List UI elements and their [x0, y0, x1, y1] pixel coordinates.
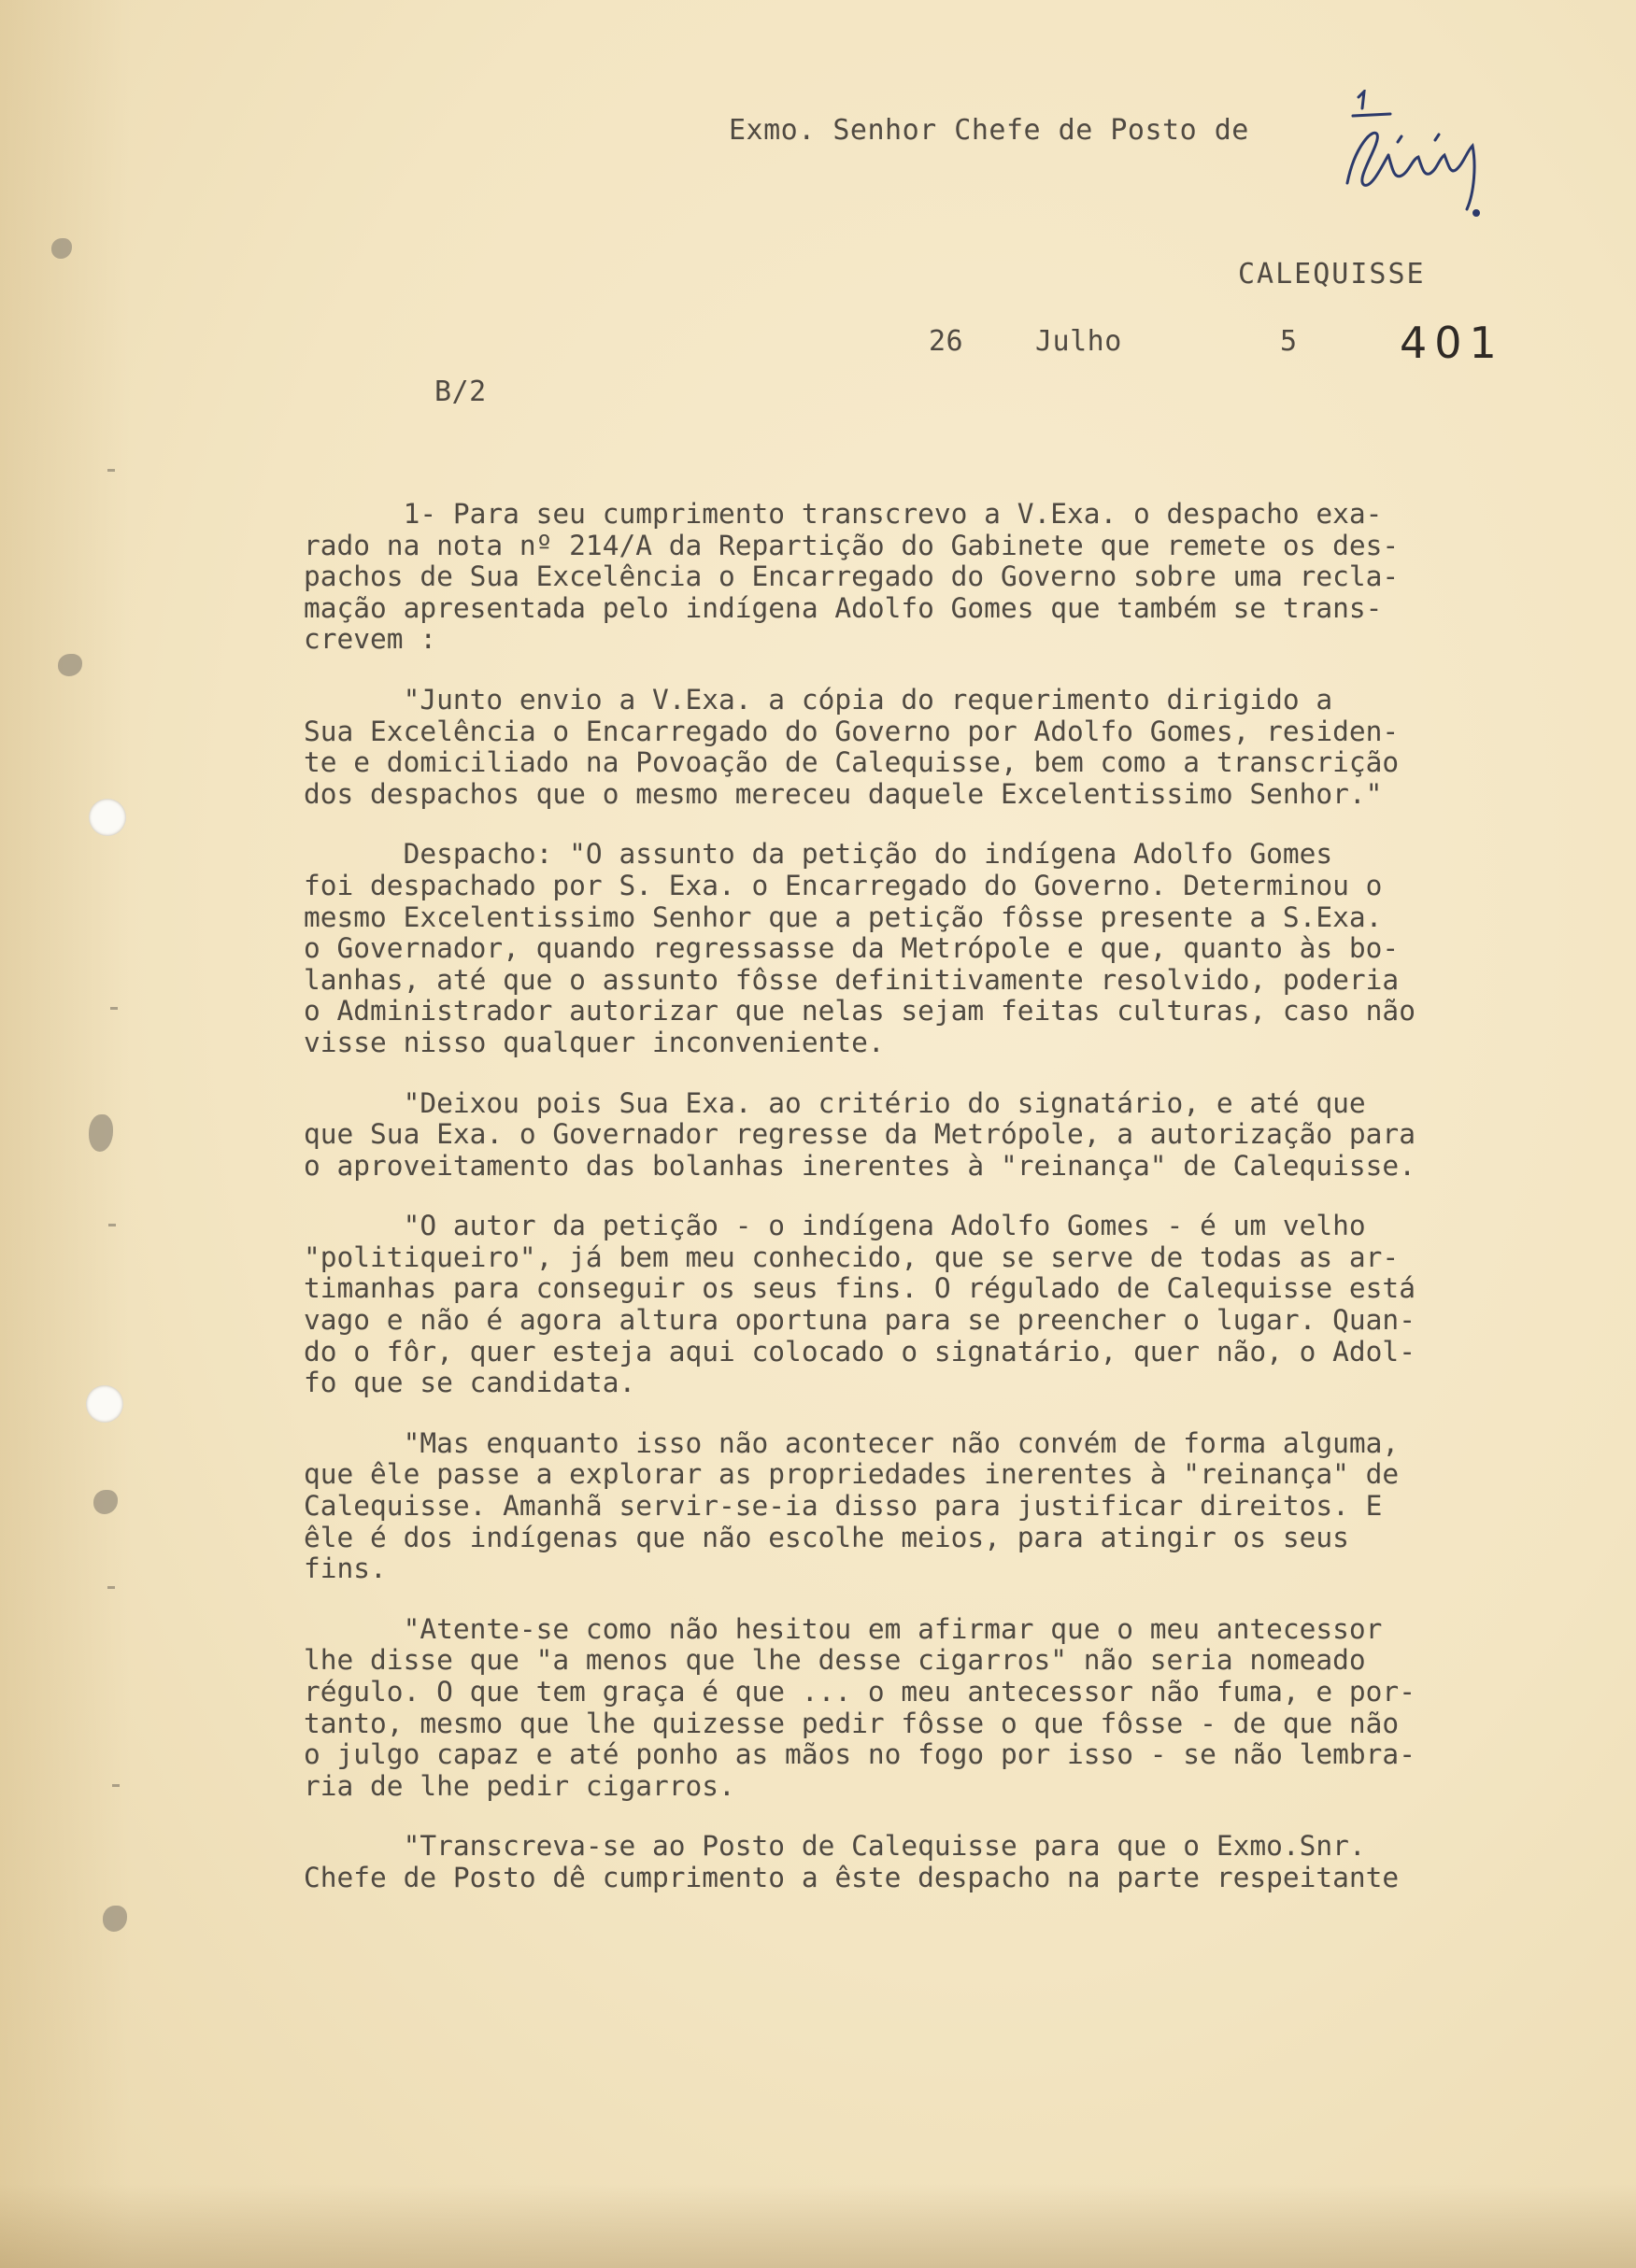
signature-stroke: [1388, 146, 1474, 209]
text-line: mesmo Excelentissimo Senhor que a petição fôsse presente a S.Exa.: [304, 900, 1383, 933]
text-line: o julgo capaz e até ponho as mãos no fogo por isso - se não lembra-: [304, 1738, 1415, 1771]
margin-tick: [112, 1784, 120, 1787]
text-line: o Administrador autorizar que nelas sejam feitas culturas, caso não: [304, 995, 1415, 1028]
punch-hole: [86, 1385, 123, 1423]
text-line: "Junto envio a V.Exa. a cópia do requerimento dirigido a: [304, 683, 1333, 716]
text-line: êle é dos indígenas que não escolhe meios, para atingir os seus: [304, 1521, 1349, 1553]
paragraph-gap: [304, 1585, 1574, 1614]
text-line: "Atente-se como não hesitou em afirmar que o meu antecessor: [304, 1612, 1383, 1645]
text-line: foi despachado por S. Exa. o Encarregado do Governo. Determinou o: [304, 869, 1383, 901]
text-line: fo que se candidata.: [304, 1367, 636, 1399]
signature-stroke: [1353, 114, 1390, 116]
paragraph-gap: [304, 1802, 1574, 1831]
paragraph-gap: [304, 1182, 1574, 1211]
reference-code: B/2: [434, 376, 487, 408]
paragraph-gap: [304, 656, 1574, 685]
text-line: crevem :: [304, 623, 437, 656]
place-name: CALEQUISSE: [1238, 258, 1426, 291]
text-line: ria de lhe pedir cigarros.: [304, 1769, 735, 1802]
signature-stroke: [1435, 135, 1439, 140]
text-line: "O autor da petição - o indígena Adolfo Gomes - é um velho: [304, 1210, 1366, 1242]
addressee-line: Exmo. Senhor Chefe de Posto de: [729, 114, 1249, 147]
text-line: mação apresentada pelo indígena Adolfo Gomes que também se trans-: [304, 591, 1383, 624]
margin-tick: [108, 1224, 116, 1226]
text-line: 1- Para seu cumprimento transcrevo a V.Exa. o despacho exa-: [304, 498, 1383, 530]
text-line: fins.: [304, 1552, 387, 1585]
margin-tick: [110, 1007, 118, 1010]
text-line: "Transcreva-se ao Posto de Calequisse para que o Exmo.Snr.: [304, 1830, 1366, 1863]
signature-stroke: [1347, 133, 1388, 185]
text-line: dos despachos que o mesmo mereceu daquele Excelentissimo Senhor.": [304, 777, 1383, 810]
text-line: lhe disse que "a menos que lhe desse cigarros" não seria nomeado: [304, 1644, 1366, 1677]
margin-tick: [107, 1586, 115, 1589]
text-line: o Governador, quando regressasse da Metrópole e que, quanto às bo-: [304, 932, 1400, 965]
text-line: Despacho: "O assunto da petição do indígena Adolfo Gomes: [304, 838, 1333, 871]
text-line: "Mas enquanto isso não acontecer não convém de forma alguma,: [304, 1426, 1400, 1459]
text-line: tanto, mesmo que lhe quizesse pedir fôsse o que fôsse - de que não: [304, 1707, 1400, 1739]
date-day: 26: [929, 325, 964, 358]
handwritten-initials: [1336, 90, 1504, 230]
text-line: vago e não é agora altura oportuna para se preencher o lugar. Quan-: [304, 1304, 1415, 1337]
text-line: régulo. O que tem graça é que ... o meu antecessor não fuma, e por-: [304, 1676, 1415, 1708]
date-month: Julho: [1035, 325, 1122, 358]
paragraph-gap: [304, 810, 1574, 839]
date-year-digit: 5: [1280, 325, 1298, 358]
paragraph-gap: [304, 1059, 1574, 1088]
text-line: lanhas, até que o assunto fôsse definitivamente resolvido, poderia: [304, 963, 1400, 996]
text-line: pachos de Sua Excelência o Encarregado do Governo sobre uma recla-: [304, 560, 1400, 593]
text-line: Sua Excelência o Encarregado do Governo por Adolfo Gomes, residen-: [304, 715, 1400, 747]
text-line: timanhas para conseguir os seus fins. O régulado de Calequisse está: [304, 1272, 1415, 1305]
signature-dot: [1472, 209, 1480, 217]
signature-stroke: [1359, 92, 1364, 108]
punch-hole: [89, 799, 126, 836]
paragraph-gap: [304, 1399, 1574, 1428]
text-line: Calequisse. Amanhã servir-se-ia disso para justificar direitos. E: [304, 1490, 1383, 1523]
text-line: visse nisso qualquer inconveniente.: [304, 1026, 885, 1058]
text-line: "politiqueiro", já bem meu conhecido, que se serve de todas as ar-: [304, 1240, 1400, 1273]
text-line: o aproveitamento das bolanhas inerentes à "reinança" de Calequisse.: [304, 1149, 1415, 1182]
text-line: Chefe de Posto dê cumprimento a êste despacho na parte respeitante: [304, 1861, 1400, 1893]
text-line: "Deixou pois Sua Exa. ao critério do signatário, e até que: [304, 1086, 1366, 1119]
text-line: rado na nota nº 214/A da Repartição do Gabinete que remete os des-: [304, 529, 1400, 561]
signature-stroke: [1398, 136, 1401, 142]
text-line: que Sua Exa. o Governador regresse da Metrópole, a autorização para: [304, 1118, 1415, 1151]
text-line: que êle passe a explorar as propriedades inerentes à "reinança" de: [304, 1458, 1400, 1491]
letter-body: [304, 499, 1574, 1894]
margin-tick: [107, 469, 115, 472]
paper-bottom-shading: [0, 2184, 1636, 2268]
text-line: te e domiciliado na Povoação de Calequisse, bem como a transcrição: [304, 746, 1400, 779]
document-number: 401: [1400, 318, 1504, 368]
text-line: do o fôr, quer esteja aqui colocado o signatário, quer não, o Adol-: [304, 1335, 1415, 1368]
